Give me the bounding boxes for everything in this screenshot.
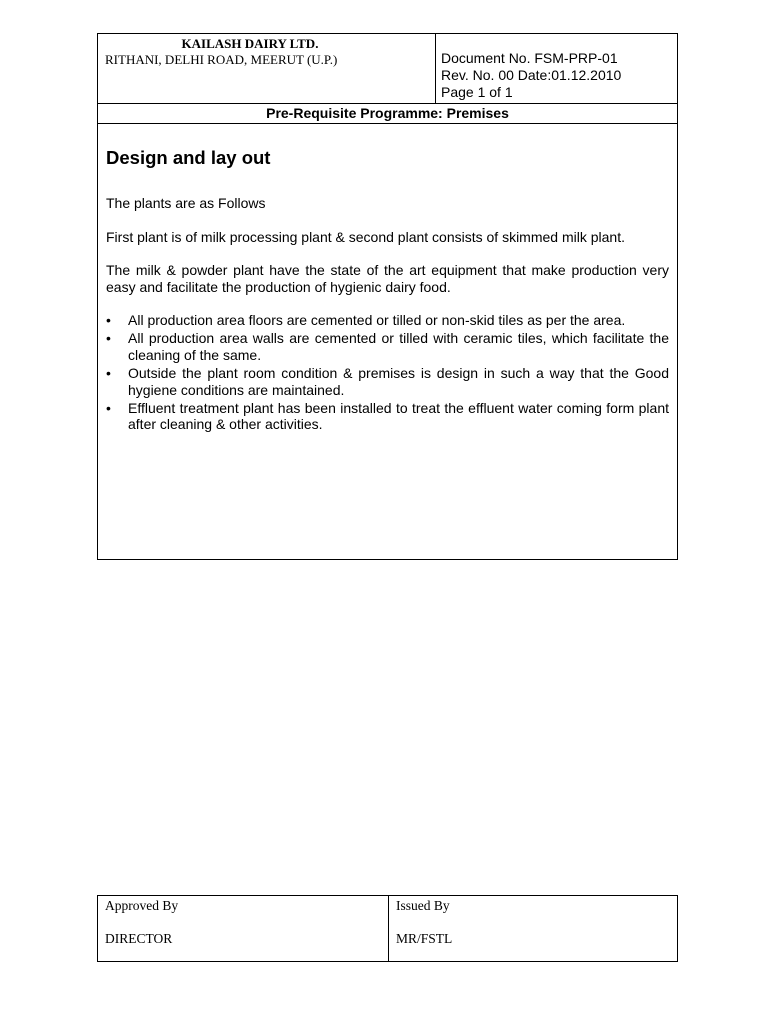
bullet-icon: •	[106, 312, 111, 329]
bullet-icon: •	[106, 399, 111, 416]
bullet-icon: •	[106, 330, 111, 347]
section-heading: Design and lay out	[106, 147, 271, 168]
list-item-text: Outside the plant room condition & premises is design in such a way that the Good hygiene conditions are maintained.	[128, 365, 669, 398]
requirements-list	[106, 312, 669, 433]
approved-by-cell	[98, 896, 389, 961]
document-number: Document No. FSM-PRP-01	[441, 50, 618, 66]
approval-table	[97, 895, 678, 962]
list-item	[106, 400, 669, 433]
bullet-icon: •	[106, 365, 111, 382]
content-section	[97, 123, 678, 560]
paragraph-intro: The plants are as Follows	[106, 195, 266, 211]
issued-by-label: Issued By	[396, 898, 450, 913]
approved-by-label: Approved By	[105, 898, 179, 913]
programme-title: Pre-Requisite Programme: Premises	[97, 103, 678, 124]
revision-date: Rev. No. 00 Date:01.12.2010	[441, 67, 622, 83]
list-item-text: All production area floors are cemented or tilled or non-skid tiles as per the area.	[128, 312, 626, 329]
list-item	[106, 312, 669, 329]
list-item	[106, 365, 669, 398]
page-number: Page 1 of 1	[441, 84, 513, 100]
company-address: RITHANI, DELHI ROAD, MEERUT (U.P.)	[105, 52, 338, 67]
company-cell	[98, 34, 436, 103]
paragraph-equipment: The milk & powder plant have the state of the art equipment that make production very easy and facilitate the production of hygienic dairy food.	[106, 262, 669, 295]
company-name: KAILASH DAIRY LTD.	[181, 36, 319, 51]
list-item	[106, 330, 669, 363]
list-item-text: Effluent treatment plant has been installed to treat the effluent water coming form plant after cleaning & other activities.	[128, 399, 669, 433]
paragraph-plants: First plant is of milk processing plant & second plant consists of skimmed milk plant.	[106, 228, 625, 245]
issued-by-cell	[389, 896, 677, 961]
document-info-cell	[436, 34, 677, 103]
approved-by-value: DIRECTOR	[105, 931, 173, 946]
list-item-text: All production area walls are cemented or tilled with ceramic tiles, which facilitate the cleaning of the same.	[128, 330, 669, 364]
issued-by-value: MR/FSTL	[396, 931, 453, 946]
document-header-table	[97, 33, 678, 104]
